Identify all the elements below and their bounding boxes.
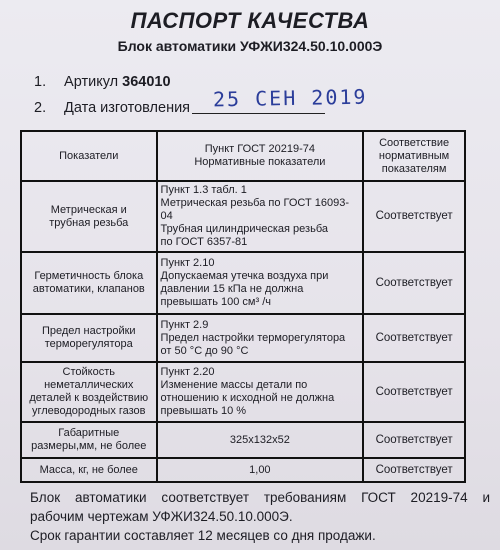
document-title: ПАСПОРТ КАЧЕСТВА bbox=[130, 8, 370, 33]
row-indicator: Метрическая и трубная резьба bbox=[21, 181, 157, 252]
row-result: Соответствует bbox=[363, 458, 465, 482]
footer-line-1: Блок автоматики соответствует требованиям ГОСТ 20219-74 и bbox=[30, 490, 490, 505]
row-norm: Пункт 1.3 табл. 1 Метрическая резьба по ГОСТ 16093-04 Трубная цилиндрическая резьба по ГОСТ 6357-81 bbox=[157, 181, 364, 252]
row-indicator: Масса, кг, не более bbox=[21, 458, 157, 482]
header-norm: Пункт ГОСТ 20219-74 Нормативные показатели bbox=[157, 131, 364, 181]
article-label: Артикул bbox=[64, 74, 119, 90]
row-norm: 325х132х52 bbox=[157, 422, 364, 458]
date-field bbox=[34, 100, 190, 116]
row-norm: Пункт 2.10 Допускаемая утечка воздуха при давлении 15 кПа не должна превышать 100 см³ /ч bbox=[157, 252, 364, 314]
date-label: Дата изготовления bbox=[64, 100, 191, 116]
article-value: 364010 bbox=[122, 74, 171, 90]
header-compliance: Соответствие нормативным показателям bbox=[363, 131, 465, 181]
row-indicator: Предел настройки терморегулятора bbox=[21, 314, 157, 362]
table-row bbox=[21, 252, 465, 314]
row-result: Соответствует bbox=[363, 252, 465, 314]
row-norm: Пункт 2.9 Предел настройки терморегулятора от 50 °С до 90 °С bbox=[157, 314, 364, 362]
row-norm: 1,00 bbox=[157, 458, 364, 482]
row-result: Соответствует bbox=[363, 314, 465, 362]
table-row bbox=[21, 362, 465, 422]
date-number: 2. bbox=[34, 100, 47, 116]
footer-line-3: Срок гарантии составляет 12 месяцев со дня продажи. bbox=[30, 528, 376, 543]
table-row bbox=[21, 422, 465, 458]
table-row bbox=[21, 458, 465, 482]
row-result: Соответствует bbox=[363, 181, 465, 252]
header-indicator: Показатели bbox=[21, 131, 157, 181]
footer-line-2: рабочим чертежам УФЖИ324.50.10.000Э. bbox=[30, 509, 293, 524]
row-norm: Пункт 2.20 Изменение массы детали по отношению к исходной не должна превышать 10 % bbox=[157, 362, 364, 422]
document-subtitle: Блок автоматики УФЖИ324.50.10.000Э bbox=[117, 38, 383, 54]
row-result: Соответствует bbox=[363, 422, 465, 458]
footer-text bbox=[30, 488, 490, 545]
table-row bbox=[21, 314, 465, 362]
row-indicator: Габаритные размеры,мм, не более bbox=[21, 422, 157, 458]
table-header-row bbox=[21, 131, 465, 181]
date-underline bbox=[192, 113, 325, 114]
quality-table bbox=[20, 130, 466, 483]
article-number: 1. bbox=[34, 74, 47, 90]
row-indicator: Стойкость неметаллических деталей к воздействию углеводородных газов bbox=[21, 362, 157, 422]
row-result: Соответствует bbox=[363, 362, 465, 422]
article-field bbox=[34, 74, 171, 90]
row-indicator: Герметичность блока автоматики, клапанов bbox=[21, 252, 157, 314]
date-stamp: 25 СЕН 2019 bbox=[212, 84, 368, 112]
table-row bbox=[21, 181, 465, 252]
